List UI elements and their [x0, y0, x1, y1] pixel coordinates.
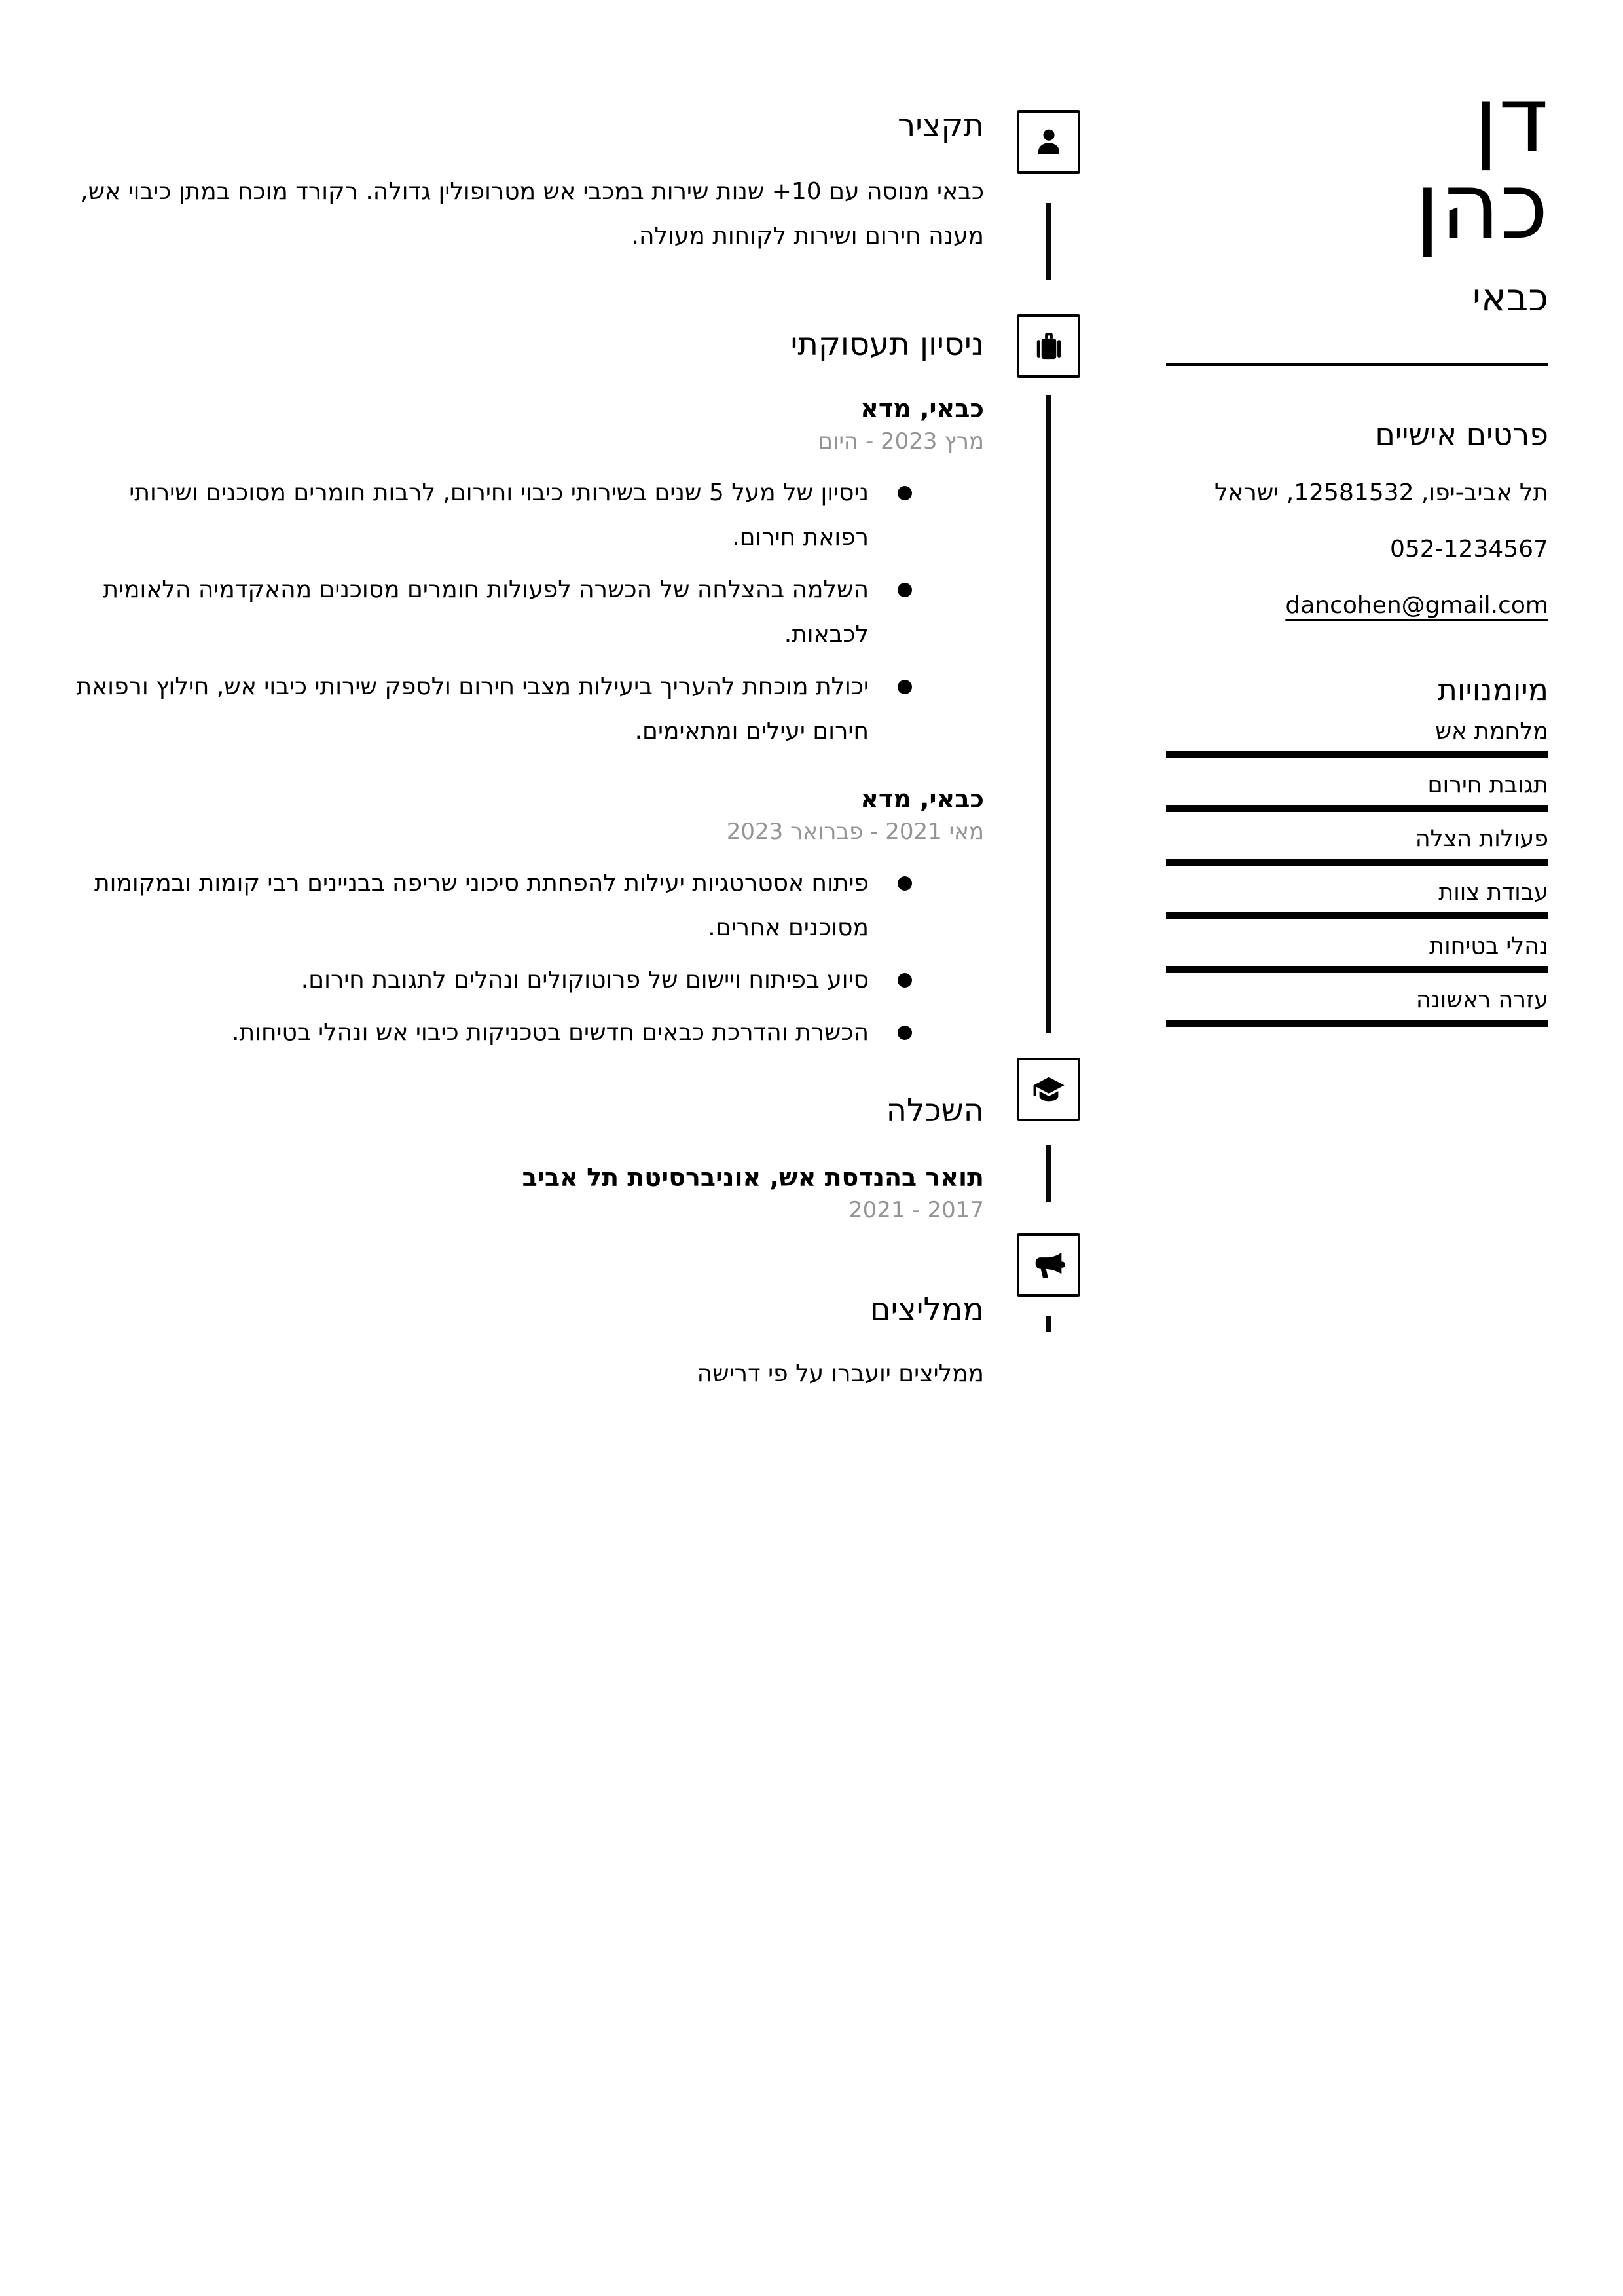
job-bullet-list — [75, 471, 869, 754]
references-text: ממליצים יועברו על פי דרישה — [697, 1360, 984, 1387]
personal-details-heading: פרטים אישיים — [1375, 417, 1548, 452]
email-link[interactable]: dancohen@gmail.com — [1285, 592, 1548, 619]
job-bullet: ניסיון של מעל 5 שנים בשירותי כיבוי וחירום, לרבות חומרים מסוכנים ושירותי רפואת חירום. — [75, 471, 869, 560]
skill-bar — [1166, 912, 1548, 919]
skill-bar — [1166, 966, 1548, 973]
briefcase-icon — [1017, 314, 1080, 378]
candidate-job-title: כבאי — [1472, 275, 1548, 320]
last-name: כהן — [1415, 153, 1548, 260]
skill-item — [1166, 932, 1548, 973]
skill-item — [1166, 878, 1548, 919]
timeline-line — [1046, 1145, 1051, 1202]
skill-bar — [1166, 859, 1548, 866]
skill-label: תגובת חירום — [1427, 772, 1548, 798]
education-dates: 2017 - 2021 — [848, 1197, 984, 1223]
job-bullet: השלמה בהצלחה של הכשרה לפעולות חומרים מסוכנים מהאקדמיה הלאומית לכבאות. — [75, 568, 869, 657]
timeline-line — [1046, 1316, 1051, 1332]
person-icon — [1017, 110, 1080, 174]
education-degree: תואר בהנדסת אש, אוניברסיטת תל אביב — [522, 1163, 984, 1192]
timeline-line — [1046, 203, 1051, 280]
timeline-rail — [1017, 0, 1081, 1375]
skill-item — [1166, 717, 1548, 758]
job-bullet: יכולת מוכחת להעריך ביעילות מצבי חירום ולספק שירותי כיבוי אש, חילוץ ורפואת חירום יעילים ומתאימים. — [75, 665, 869, 754]
skill-label: מלחמת אש — [1435, 718, 1548, 745]
job-bullet: פיתוח אסטרטגיות יעילות להפחתת סיכוני שריפה בבניינים רבי קומות ובמקומות מסוכנים אחרים. — [75, 861, 869, 950]
job-entry — [75, 392, 984, 754]
skills-list — [1166, 717, 1548, 1027]
skill-bar — [1166, 805, 1548, 812]
skill-bar — [1166, 1020, 1548, 1027]
references-heading: ממליצים — [869, 1291, 984, 1328]
job-bullet: סיוע בפיתוח ויישום של פרוטוקולים ונהלים לתגובת חירום. — [75, 958, 869, 1003]
skill-label: נהלי בטיחות — [1429, 933, 1548, 959]
skill-item — [1166, 771, 1548, 812]
phone-line: 052-1234567 — [1389, 536, 1548, 563]
candidate-name — [1166, 67, 1548, 260]
summary-heading: תקציר — [898, 107, 984, 144]
skill-item — [1166, 824, 1548, 866]
job-entry — [75, 783, 984, 1055]
graduation-cap-icon — [1017, 1058, 1080, 1121]
job-dates: מאי 2021 - פברואר 2023 — [726, 819, 984, 845]
job-dates: מרץ 2023 - היום — [818, 428, 984, 454]
skills-heading: מיומנויות — [1437, 672, 1548, 707]
skill-label: עבודת צוות — [1438, 880, 1548, 906]
skill-label: פעולות הצלה — [1415, 826, 1548, 852]
education-heading: השכלה — [886, 1092, 984, 1129]
skill-item — [1166, 986, 1548, 1027]
skill-label: עזרה ראשונה — [1415, 987, 1548, 1013]
sidebar — [1166, 0, 1548, 1039]
first-name: דן — [1473, 67, 1548, 174]
address-line: תל אביב-יפו, 12581532, ישראל — [1214, 479, 1548, 506]
megaphone-icon — [1017, 1233, 1080, 1297]
skill-bar — [1166, 751, 1548, 758]
main-column — [75, 0, 984, 1390]
job-bullet-list — [75, 861, 869, 1055]
job-title: כבאי, מדא — [860, 394, 984, 423]
summary-text: כבאי מנוסה עם 10+ שנות שירות במכבי אש מטרופולין גדולה. רקורד מוכח במתן כיבוי אש, מענה חירום ושירות לקוחות מעולה. — [81, 178, 984, 250]
experience-heading: ניסיון תעסוקתי — [790, 326, 984, 363]
job-title: כבאי, מדא — [860, 785, 984, 813]
job-bullet: הכשרת והדרכת כבאים חדשים בטכניקות כיבוי אש ונהלי בטיחות. — [75, 1010, 869, 1055]
divider-rule — [1166, 363, 1548, 366]
timeline-line — [1046, 395, 1051, 1033]
